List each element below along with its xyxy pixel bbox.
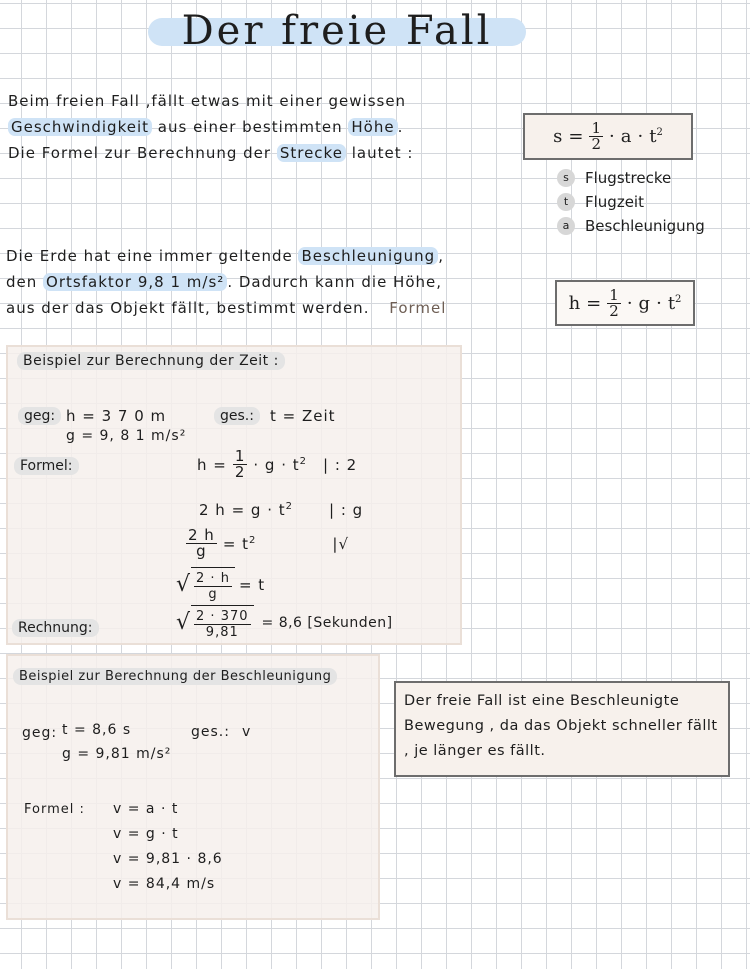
step-4: √ $\frac{2 \cdot h}{g}$ = t xyxy=(176,567,265,602)
intro-line-3: Die Formel zur Berechnung der Strecke lautet : xyxy=(8,144,414,162)
formel-tag: Formel: xyxy=(14,457,79,475)
earth-line-3: aus der das Objekt fällt, bestimmt werden. Formel xyxy=(6,299,447,317)
conclusion-note: Der freie Fall ist eine Beschleunigte Bewegung , da das Objekt schneller fällt , je länger es fällt. xyxy=(394,681,730,777)
highlight-geschwindigkeit: Geschwindigkeit xyxy=(8,118,152,136)
calculation xyxy=(176,605,393,640)
fraction-half: $\frac{1}{2}$ xyxy=(591,119,602,153)
example-time-title: Beispiel zur Berechnung der Zeit : xyxy=(17,352,285,370)
ges-label: ges.: xyxy=(214,407,260,425)
formula-legend xyxy=(557,166,705,238)
geg-label: geg: xyxy=(18,407,61,425)
example-acceleration-title: Beispiel zur Berechnung der Beschleunigung xyxy=(13,668,337,685)
highlight-hoehe: Höhe xyxy=(348,118,397,136)
step-3: $\frac{2 h}{g}$ = $t^2$ |√ xyxy=(188,526,350,560)
velocity-line-4: v = 84,4 m/s xyxy=(113,876,216,892)
step-2: 2 $h = g \cdot t^2$ | : g xyxy=(199,501,364,519)
given-gravity-2: g = 9,81 m/s² xyxy=(62,746,172,762)
page-title: Der freie Fall xyxy=(181,8,493,54)
intro-line-2: Geschwindigkeit aus einer bestimmten Höhe . xyxy=(8,114,508,140)
geg-label-2: geg: xyxy=(22,725,58,741)
formel-label: Formel xyxy=(389,299,447,317)
given-gravity: g = 9, 8 1 m/s² xyxy=(66,428,187,444)
legend-symbol: t xyxy=(557,193,575,211)
calculation-result: = 8,6 [Sekunden] xyxy=(261,614,393,631)
legend-symbol: s xyxy=(557,169,575,187)
ges-label-2: ges.: xyxy=(191,724,230,740)
highlight-ortsfaktor: Ortsfaktor 9,8 1 m/s² xyxy=(43,273,227,291)
velocity-line-2: v = g · t xyxy=(113,826,179,842)
earth-line-1: Die Erde hat eine immer geltende Beschleunigung , xyxy=(6,247,444,265)
earth-paragraph xyxy=(6,243,546,321)
highlight-beschleunigung: Beschleunigung xyxy=(298,247,438,265)
earth-line-2: den Ortsfaktor 9,8 1 m/s² . Dadurch kann die Höhe, xyxy=(6,273,443,291)
legend-item: t Flugzeit xyxy=(557,190,705,214)
intro-line-1: Beim freien Fall ,fällt etwas mit einer gewissen xyxy=(8,92,407,110)
square-root: √ $\frac{2 \cdot h}{g}$ xyxy=(176,567,235,602)
given-height: h = 3 7 0 m xyxy=(66,407,167,425)
formula-h-box: h = $\frac{1}{2}$ · g · $t^2$ xyxy=(555,280,695,326)
rechnung-tag: Rechnung: xyxy=(12,619,99,637)
intro-paragraph xyxy=(8,88,508,166)
square-root: √ $\frac{2 \cdot 370}{9,81}$ xyxy=(176,605,254,640)
legend-item: s Flugstrecke xyxy=(557,166,705,190)
formel-label-2: Formel : xyxy=(24,802,85,817)
formula-s-box: s = $\frac{1}{2}$ · a · $t^2$ xyxy=(523,113,693,160)
velocity-line-1: v = a · t xyxy=(113,801,179,817)
wanted-value-2: v xyxy=(242,724,252,740)
highlight-strecke: Strecke xyxy=(277,144,346,162)
step-1: h = $\frac{1}{2}$ · $g \cdot t^2$ | : 2 xyxy=(197,447,358,481)
legend-symbol: a xyxy=(557,217,575,235)
fraction-half: $\frac{1}{2}$ xyxy=(609,285,619,320)
given-time: t = 8,6 s xyxy=(62,722,132,738)
legend-item: a Beschleunigung xyxy=(557,214,705,238)
velocity-line-3: v = 9,81 · 8,6 xyxy=(113,851,223,867)
wanted-value: t = Zeit xyxy=(270,407,336,425)
